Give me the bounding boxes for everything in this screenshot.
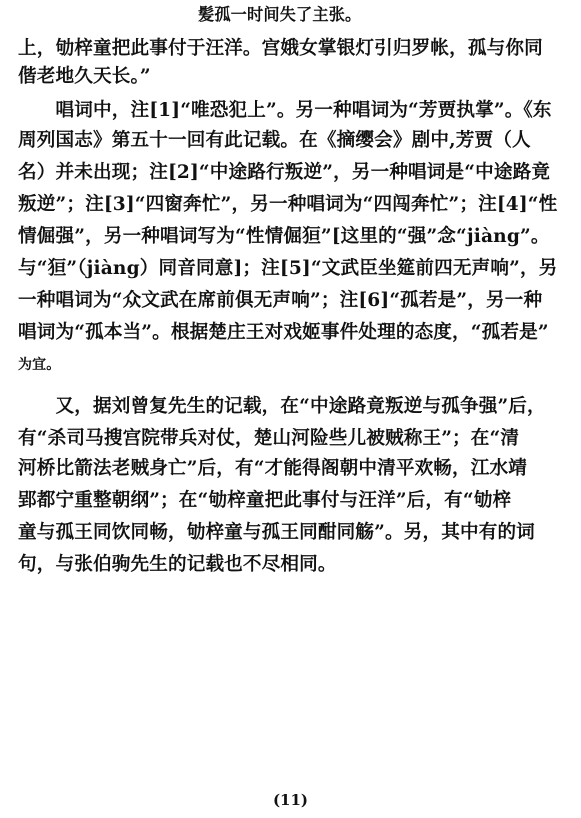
- text-line: 有“杀司马搜宫院带兵对仗，楚山河险些儿被贼称王”；在“清: [18, 428, 520, 449]
- text-line: 童与孤王同饮同畅，劬梓童与孤王同酣同觞”。另，其中有的词: [18, 522, 535, 543]
- text-line: 周列国志》第五十一回有此记载。在《摘缨会》剧中,芳贾（人: [18, 130, 531, 151]
- text-line: 情倔强”，另一种唱词写为“性情倔狟”[这里的“强”念“jiàng”。: [18, 226, 550, 247]
- text-line: 髪孤一时间失了主张。: [198, 5, 362, 24]
- text-line: 名）并未出现；注[2]“中途路行叛逆”，另一种唱词是“中途路竟: [18, 162, 551, 183]
- text-line: 一种唱词为“众文武在席前俱无声响”；注[6]“孤若是”，另一种: [18, 290, 543, 311]
- page-number: (11): [272, 791, 309, 809]
- text-line: 又，据刘曾复先生的记载，在“中途路竟叛逆与孤争强”后，: [18, 396, 546, 417]
- text-line: 河桥比箭法老贼身亡”后，有“才能得阁朝中清平欢畅，江水靖: [18, 458, 528, 479]
- text-line: 上，劬梓童把此事付于汪洋。宫娥女掌银灯引归罗帐，孤与你同: [18, 38, 543, 59]
- text-line: 郢都宁重整朝纲”；在“劬梓童把此事付与汪洋”后，有“劬梓: [18, 490, 512, 511]
- text-line: 句，与张伯驹先生的记载也不尽相同。: [18, 554, 337, 575]
- text-line: 为宜。: [18, 357, 61, 373]
- text-line: 叛逆”；注[3]“四窗奔忙”，另一种唱词为“四闯奔忙”；注[4]“性: [18, 194, 558, 215]
- text-line: 偕老地久天长。”: [18, 66, 151, 87]
- text-line: 与“狟”（jiàng）同音同意]；注[5]“文武臣坐筵前四无声响”，另: [18, 258, 558, 279]
- text-line: 唱词中，注[1]“唯恐犯上”。另一种唱词为“芳贾执掌”。《东: [18, 100, 552, 121]
- text-line: 唱词为“孤本当”。根据楚庄王对戏姬事件处理的态度，“孤若是”: [18, 322, 549, 343]
